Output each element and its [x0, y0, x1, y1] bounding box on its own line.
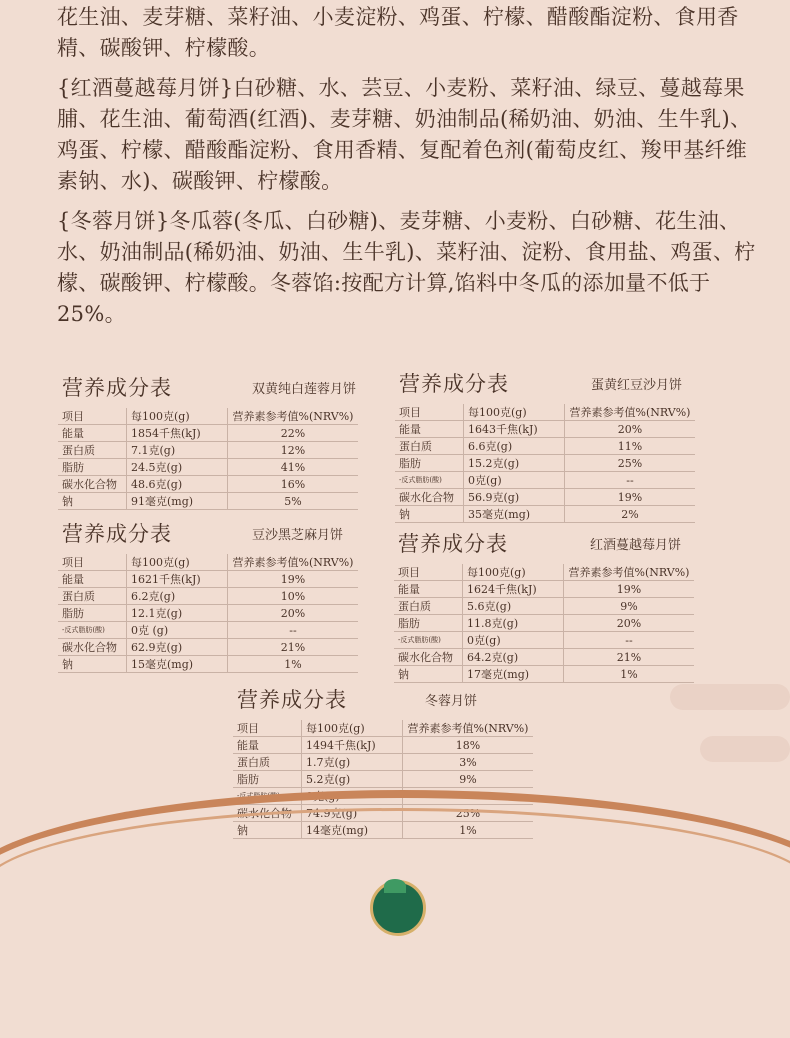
table-cell: 7.1克(g)	[127, 442, 228, 459]
table-cell: --	[228, 622, 359, 639]
table-row	[58, 571, 358, 588]
table-row	[395, 421, 695, 438]
table-cell: 0克 (g)	[127, 622, 228, 639]
nutrition-table-title: 营养成分表	[62, 376, 172, 400]
table-cell: 12%	[228, 442, 359, 459]
table-header-row	[394, 564, 694, 581]
table-cell: 1494千焦(kJ)	[302, 737, 403, 754]
table-cell: 3%	[403, 754, 534, 771]
table-cell: 21%	[228, 639, 359, 656]
table-header-cell: 项目	[233, 720, 302, 737]
table-cell: 19%	[565, 489, 696, 506]
table-row	[394, 632, 694, 649]
table-cell: 能量	[58, 425, 127, 442]
table-cell: 能量	[233, 737, 302, 754]
table-row	[395, 455, 695, 472]
table-cell: 钠	[58, 656, 127, 673]
table-cell: 蛋白质	[395, 438, 464, 455]
table-row	[58, 442, 358, 459]
table-cell: 碳水化合物	[233, 805, 302, 822]
table-cell: --	[564, 632, 695, 649]
table-header-row	[58, 554, 358, 571]
table-cell: 21%	[564, 649, 695, 666]
table-header-cell: 营养素参考值%(NRV%)	[228, 408, 359, 425]
table-cell: 12.1克(g)	[127, 605, 228, 622]
table-cell: 1%	[228, 656, 359, 673]
table-cell: 1624千焦(kJ)	[463, 581, 564, 598]
table-cell: 脂肪	[58, 605, 127, 622]
cloud-decoration-icon	[670, 684, 790, 710]
table-cell: -反式脂肪(酸)	[395, 472, 464, 489]
table-row	[394, 581, 694, 598]
table-header-cell: 营养素参考值%(NRV%)	[403, 720, 534, 737]
table-header-cell: 每100克(g)	[127, 554, 228, 571]
table-row	[58, 476, 358, 493]
table-cell: 20%	[565, 421, 696, 438]
table-row	[58, 588, 358, 605]
ingredient-paragraph: {红酒蔓越莓月饼}白砂糖、水、芸豆、小麦粉、菜籽油、绿豆、蔓越莓果脯、花生油、葡萄酒(红酒)、麦芽糖、奶油制品(稀奶油、奶油、生牛乳)、鸡蛋、柠檬、醋酸酯淀粉、食用香精、复配着色剂(葡萄皮红、羧甲基纤维素钠、水)、碳酸钾、柠檬酸。	[57, 76, 752, 193]
table-cell: 20%	[228, 605, 359, 622]
table-cell: -反式脂肪(酸)	[58, 622, 127, 639]
table-header-cell: 项目	[395, 404, 464, 421]
table-header-cell: 每100克(g)	[302, 720, 403, 737]
nutrition-table-card	[58, 372, 358, 510]
table-cell: 碳水化合物	[58, 639, 127, 656]
ingredient-paragraph: {冬蓉月饼}冬瓜蓉(冬瓜、白砂糖)、麦芽糖、小麦粉、白砂糖、花生油、水、奶油制品(稀奶油、奶油、生牛乳)、菜籽油、淀粉、食用盐、鸡蛋、柠檬、碳酸钾、柠檬酸。冬蓉馅:按配方计算,馅料中冬瓜的添加量不低于25%。	[57, 209, 756, 326]
table-row	[58, 425, 358, 442]
table-row	[394, 666, 694, 683]
table-cell: 1%	[564, 666, 695, 683]
table-cell: 24.5克(g)	[127, 459, 228, 476]
table-cell: 1854千焦(kJ)	[127, 425, 228, 442]
nutrition-table	[394, 564, 694, 683]
table-header-cell: 营养素参考值%(NRV%)	[565, 404, 696, 421]
table-cell: 5.6克(g)	[463, 598, 564, 615]
table-cell: 48.6克(g)	[127, 476, 228, 493]
table-header-cell: 每100克(g)	[127, 408, 228, 425]
product-name: 双黄纯白莲蓉月饼	[252, 382, 357, 397]
nutrition-table-title: 营养成分表	[399, 372, 509, 396]
leaf-icon	[384, 879, 406, 893]
table-cell: 1%	[403, 822, 534, 839]
table-cell: 脂肪	[395, 455, 464, 472]
table-row	[233, 771, 533, 788]
table-cell: 25%	[565, 455, 696, 472]
table-cell: 1621千焦(kJ)	[127, 571, 228, 588]
table-row	[394, 598, 694, 615]
table-cell: -反式脂肪(酸)	[233, 788, 302, 805]
table-header-cell: 营养素参考值%(NRV%)	[228, 554, 359, 571]
nutrition-table	[395, 404, 695, 523]
table-cell: 5%	[228, 493, 359, 510]
nutrition-table-card	[394, 528, 694, 683]
nutrition-table-title: 营养成分表	[398, 532, 508, 556]
table-row	[233, 737, 533, 754]
table-cell: 62.9克(g)	[127, 639, 228, 656]
table-cell: 91毫克(mg)	[127, 493, 228, 510]
table-cell: 蛋白质	[58, 588, 127, 605]
table-header-cell: 项目	[394, 564, 463, 581]
table-cell: 25%	[403, 805, 534, 822]
table-cell: 41%	[228, 459, 359, 476]
table-cell: 钠	[58, 493, 127, 510]
table-cell: 碳水化合物	[58, 476, 127, 493]
table-row	[395, 472, 695, 489]
table-cell: 钠	[394, 666, 463, 683]
table-cell: 19%	[564, 581, 695, 598]
nutrition-table-card	[58, 518, 358, 673]
table-cell: 碳水化合物	[394, 649, 463, 666]
table-cell: 56.9克(g)	[464, 489, 565, 506]
table-cell: 18%	[403, 737, 534, 754]
ingredient-paragraph: 花生油、麦芽糖、菜籽油、小麦淀粉、鸡蛋、柠檬、醋酸酯淀粉、食用香精、碳酸钾、柠檬酸。	[57, 5, 739, 60]
product-name: 蛋黄红豆沙月饼	[591, 378, 683, 393]
table-cell: 11%	[565, 438, 696, 455]
nutrition-table-card	[395, 368, 695, 523]
table-row	[58, 622, 358, 639]
table-header-cell: 每100克(g)	[463, 564, 564, 581]
table-row	[58, 459, 358, 476]
table-row	[58, 656, 358, 673]
table-cell: 74.9克(g)	[302, 805, 403, 822]
table-header-cell: 项目	[58, 554, 127, 571]
table-cell: 1.7克(g)	[302, 754, 403, 771]
table-cell: 0克(g)	[464, 472, 565, 489]
table-cell: -反式脂肪(酸)	[394, 632, 463, 649]
table-cell: 蛋白质	[394, 598, 463, 615]
table-cell: 20%	[564, 615, 695, 632]
table-cell: 钠	[395, 506, 464, 523]
table-cell: 脂肪	[394, 615, 463, 632]
table-header-row	[395, 404, 695, 421]
table-header-row	[233, 720, 533, 737]
table-cell: 6.6克(g)	[464, 438, 565, 455]
table-cell: 脂肪	[233, 771, 302, 788]
table-cell: 能量	[394, 581, 463, 598]
table-row	[58, 605, 358, 622]
product-name: 红酒蔓越莓月饼	[590, 538, 682, 553]
table-cell: 17毫克(mg)	[463, 666, 564, 683]
table-cell: 能量	[395, 421, 464, 438]
table-cell: 9%	[564, 598, 695, 615]
nutrition-table	[58, 408, 358, 510]
table-cell: 16%	[228, 476, 359, 493]
table-cell: 6.2克(g)	[127, 588, 228, 605]
table-cell: 钠	[233, 822, 302, 839]
product-name: 豆沙黑芝麻月饼	[252, 528, 344, 543]
table-cell: 2%	[565, 506, 696, 523]
table-cell: 11.8克(g)	[463, 615, 564, 632]
table-cell: 蛋白质	[233, 754, 302, 771]
table-row	[394, 615, 694, 632]
table-cell: 10%	[228, 588, 359, 605]
table-header-cell: 项目	[58, 408, 127, 425]
product-name: 冬蓉月饼	[425, 694, 478, 709]
table-cell: 15毫克(mg)	[127, 656, 228, 673]
table-cell: 22%	[228, 425, 359, 442]
table-row	[395, 438, 695, 455]
nutrition-table-title: 营养成分表	[237, 688, 347, 712]
table-cell: 蛋白质	[58, 442, 127, 459]
table-cell: 能量	[58, 571, 127, 588]
table-cell: 19%	[228, 571, 359, 588]
table-row	[395, 506, 695, 523]
table-cell: 9%	[403, 771, 534, 788]
table-row	[394, 649, 694, 666]
table-cell: 35毫克(mg)	[464, 506, 565, 523]
table-header-cell: 营养素参考值%(NRV%)	[564, 564, 695, 581]
table-row	[233, 754, 533, 771]
table-header-row	[58, 408, 358, 425]
table-cell: 5.2克(g)	[302, 771, 403, 788]
table-cell: --	[565, 472, 696, 489]
table-row	[58, 493, 358, 510]
nutrition-table-title: 营养成分表	[62, 522, 172, 546]
nutrition-table	[58, 554, 358, 673]
table-cell: 14毫克(mg)	[302, 822, 403, 839]
table-row	[395, 489, 695, 506]
ingredients-section	[57, 2, 757, 339]
table-cell: 15.2克(g)	[464, 455, 565, 472]
table-cell: 64.2克(g)	[463, 649, 564, 666]
table-row	[58, 639, 358, 656]
table-cell: 0克(g)	[302, 788, 403, 805]
table-cell: 脂肪	[58, 459, 127, 476]
table-cell: 1643千焦(kJ)	[464, 421, 565, 438]
table-cell: 碳水化合物	[395, 489, 464, 506]
cloud-decoration-icon	[700, 736, 790, 762]
table-cell: 0克(g)	[463, 632, 564, 649]
table-cell: --	[403, 788, 534, 805]
table-header-cell: 每100克(g)	[464, 404, 565, 421]
